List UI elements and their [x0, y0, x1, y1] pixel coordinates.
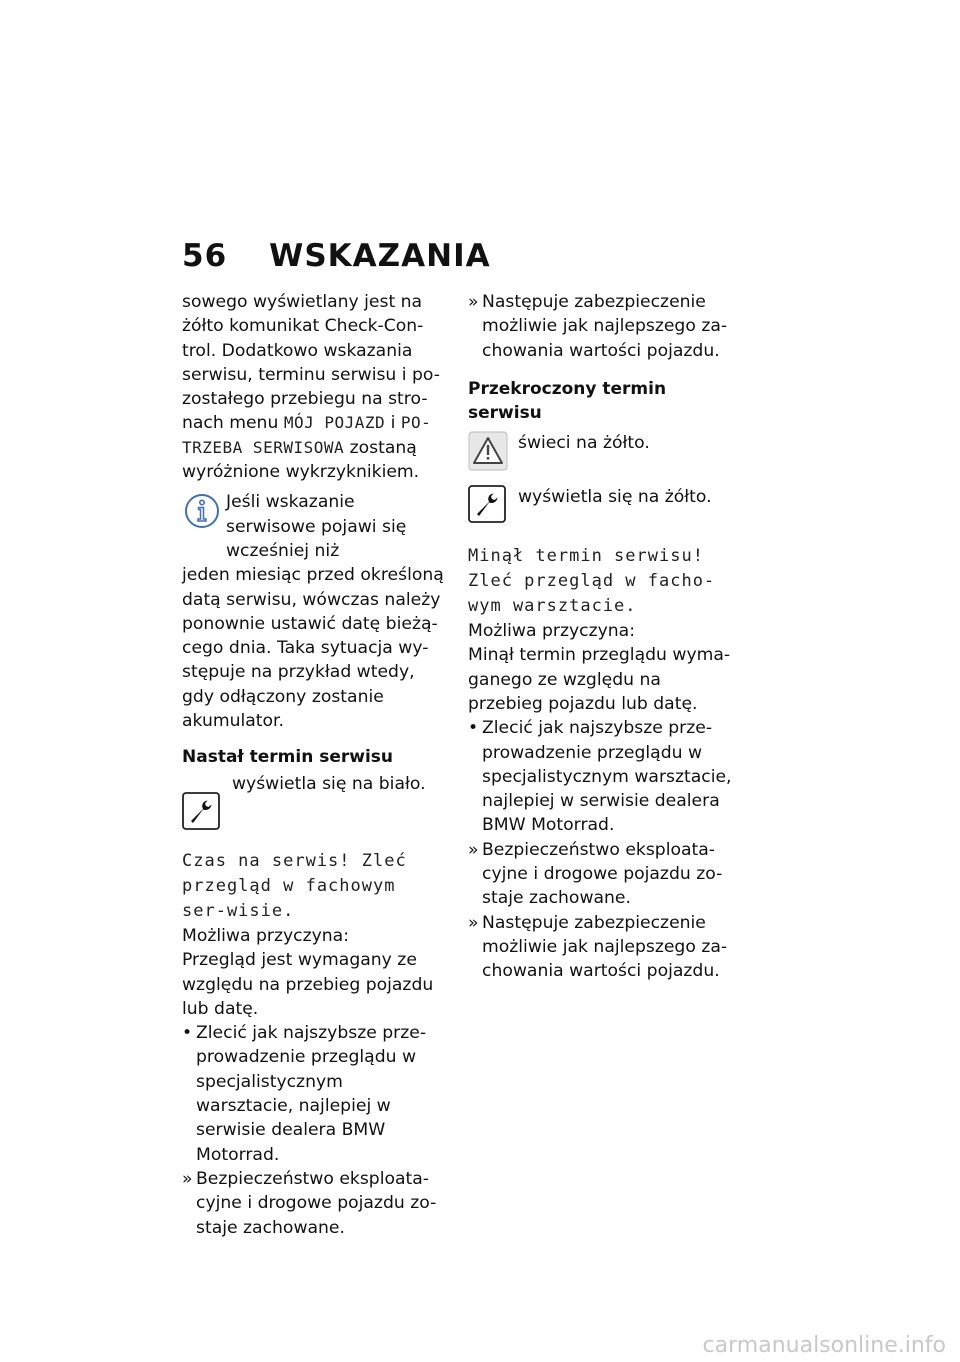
page-number: 56: [182, 238, 228, 274]
bullet-mark: •: [468, 718, 479, 739]
section-title-service-overdue: Przekroczony termin serwisu: [468, 378, 667, 424]
wrench-icon: [468, 485, 512, 530]
cause-label: Możliwa przyczyna:: [182, 925, 349, 946]
bullet-text: Zlecić jak najszybsze prze-prowadzenie przeglądu w specjalistycznym warsztacie, najlepiej w serwisie dealera BMW Motorrad.: [482, 718, 732, 836]
bullet-mark: •: [182, 1023, 193, 1044]
intro-text-c: zostaną wyróżnione wykrzyknikiem.: [182, 437, 420, 483]
info-icon: [182, 490, 222, 530]
action-bullet: [468, 716, 740, 837]
result-text: Bezpieczeństwo eksploata-cyjne i drogowe pojazdu zo-staje zachowane.: [196, 1168, 437, 1238]
action-bullet: [182, 1021, 444, 1167]
wrench-white-text: wyświetla się na biało.: [232, 773, 426, 794]
intro-text-b: i: [385, 413, 401, 434]
wrench-yellow-text: wyświetla się na żółto.: [518, 486, 712, 507]
overdue-message: Minął termin serwisu! Zleć przegląd w facho-wym warsztacie.: [468, 546, 716, 617]
warning-yellow-row: [468, 431, 740, 478]
info-note: [182, 490, 444, 563]
cause-text: Minął termin przeglądu wyma-ganego ze względu na przebieg pojazdu lub datę.: [468, 645, 731, 714]
left-column: [182, 290, 444, 1240]
wrench-white-row: [182, 772, 444, 837]
result-text: Bezpieczeństwo eksploata-cyjne i drogowe pojazdu zo-staje zachowane.: [482, 839, 723, 909]
intro-text-a: sowego wyświetlany jest na żółto komunikat Check-Con-trol. Dodatkowo wskazania serwisu, terminu serwisu i po-zostałego przebiegu na stro-nach menu: [182, 292, 440, 434]
intro-paragraph: [182, 290, 444, 484]
watermark: carmanualsonline.info: [702, 1333, 946, 1358]
menu-name-service-need: PO-TRZEBA SERWISOWA: [182, 413, 432, 457]
wrench-icon: [182, 772, 226, 837]
result-mark: »: [468, 292, 479, 312]
result-mark: »: [182, 1168, 193, 1189]
warning-yellow-text: świeci na żółto.: [518, 433, 650, 454]
chapter-title: WSKAZANIA: [269, 238, 491, 274]
service-message: Czas na serwis! Zleć przegląd w fachowym ser-wisie.: [182, 850, 407, 921]
result-item: [468, 838, 740, 911]
section-title-service-due: Nastał termin serwisu: [182, 747, 394, 768]
wrench-yellow-row: [468, 485, 740, 530]
info-text-1: Jeśli wskazanie serwisowe pojawi się wcześniej niż: [226, 492, 407, 561]
right-column: [468, 290, 740, 984]
cause-label: Możliwa przyczyna:: [468, 621, 635, 642]
result-item: [182, 1167, 444, 1240]
result-item: [468, 290, 740, 363]
bullet-text: Zlecić jak najszybsze prze-prowadzenie przeglądu w specjalistycznym warsztacie, najlepiej w serwisie dealera BMW Motorrad.: [196, 1023, 427, 1165]
result-text: Następuje zabezpieczenie możliwie jak najlepszego za-chowania wartości pojazdu.: [482, 912, 728, 982]
page-header: [182, 238, 491, 274]
menu-name-my-vehicle: MÓJ POJAZD: [283, 413, 386, 433]
cause-text: Przegląd jest wymagany ze względu na przebieg pojazdu lub datę.: [182, 950, 434, 1019]
result-item: [468, 911, 740, 984]
result-mark: »: [468, 839, 479, 860]
info-text-2: jeden miesiąc przed określoną datą serwisu, wówczas należy ponownie ustawić datę bieżą-cego dnia. Taka sytuacja wy-stępuje na przykład wtedy, gdy odłączony zostanie akumulator.: [182, 565, 444, 732]
warning-triangle-icon: [468, 431, 512, 478]
result-text: Następuje zabezpieczenie możliwie jak najlepszego za-chowania wartości pojazdu.: [482, 292, 728, 361]
result-mark: »: [468, 912, 479, 933]
